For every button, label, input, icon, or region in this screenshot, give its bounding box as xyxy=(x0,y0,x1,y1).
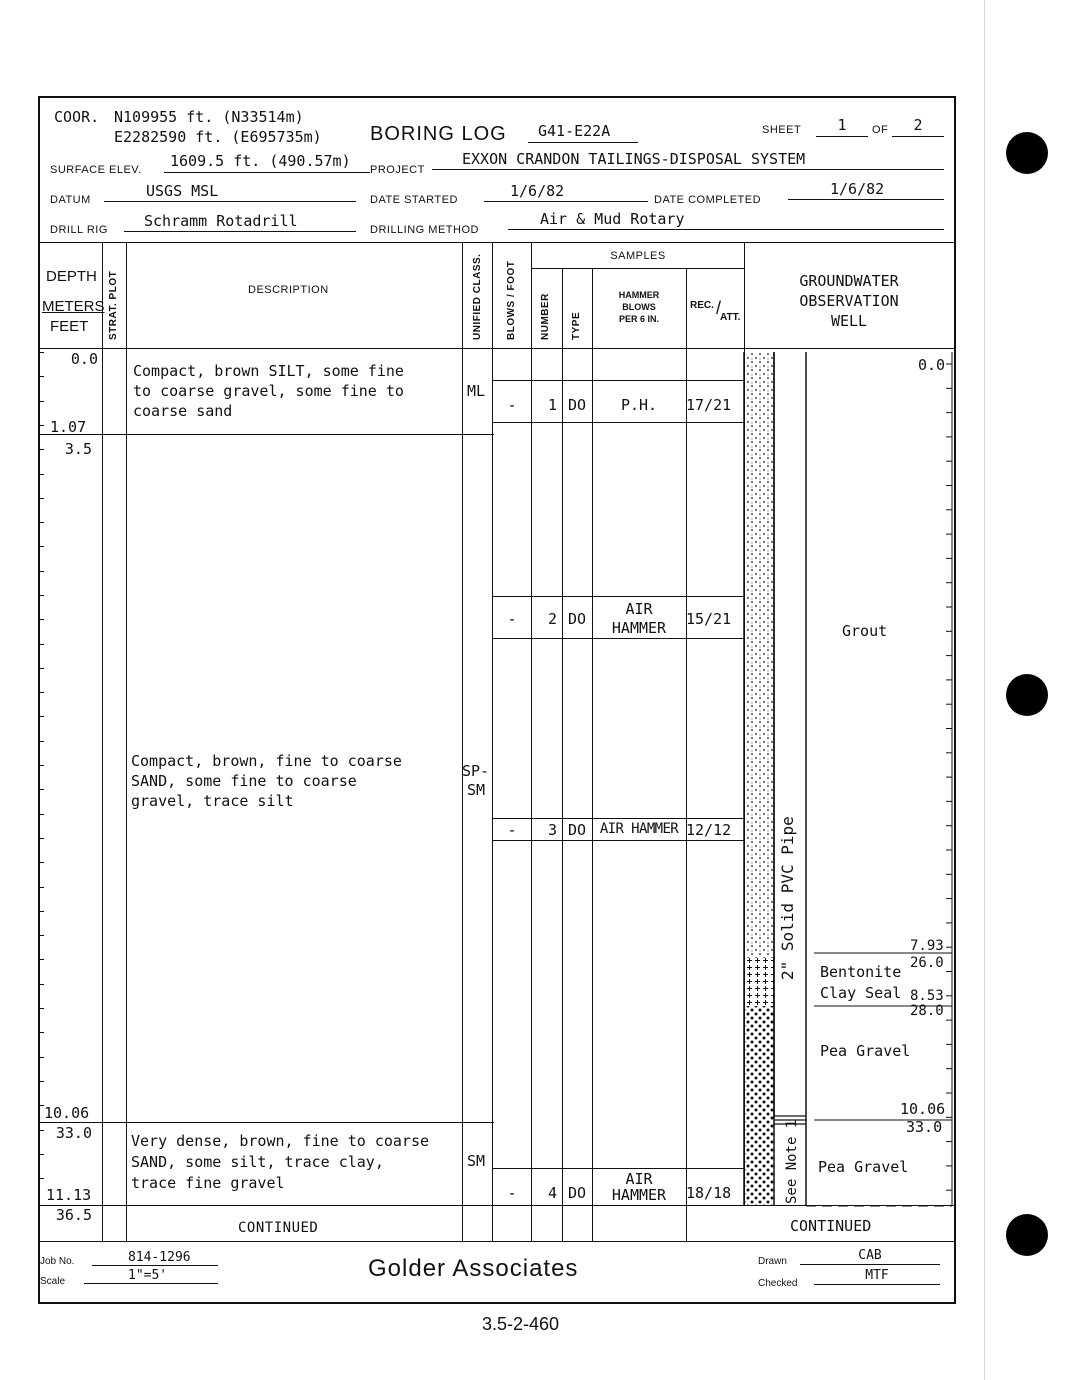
scale-value: 1"=5' xyxy=(84,1268,218,1284)
groundwater-header-2: OBSERVATION xyxy=(799,292,899,310)
col-line-depth xyxy=(102,242,103,1241)
stratum-3-desc-line-2: SAND, some silt, trace clay, xyxy=(131,1153,384,1171)
depth-8-53: 8.53 xyxy=(910,988,944,1004)
drawn-label: Drawn xyxy=(758,1256,787,1267)
sample-3-top xyxy=(492,818,744,819)
binder-hole-bottom xyxy=(1006,1214,1048,1256)
sample-1-type: DO xyxy=(567,396,587,414)
project-name: EXXON CRANDON TAILINGS-DISPOSAL SYSTEM xyxy=(432,150,944,170)
depth-tick xyxy=(38,984,44,985)
coor-north: N109955 ft. (N33514m) xyxy=(114,108,304,126)
depth-tick xyxy=(38,959,44,960)
project-label: PROJECT xyxy=(370,164,425,176)
depth-1-meters: 1.07 xyxy=(50,418,87,436)
form-title: BORING LOG xyxy=(370,123,507,145)
rec-att-slash: / xyxy=(716,298,722,318)
depth-tick xyxy=(38,1057,44,1058)
depth-tick xyxy=(38,1081,44,1082)
pea-gravel-label: Pea Gravel xyxy=(820,1042,911,1060)
type-header: TYPE xyxy=(571,311,582,340)
depth-tick xyxy=(38,789,44,790)
stratum-boundary-2 xyxy=(38,1122,494,1123)
sample-2-hammer-line-1: AIR xyxy=(625,600,653,618)
depth-tick xyxy=(38,1178,44,1179)
drill-rig-label: DRILL RIG xyxy=(50,224,108,236)
sample-4-hammer-line-1: AIR xyxy=(625,1170,653,1188)
depth-tick xyxy=(38,765,44,766)
sample-4-rec: 18/18 xyxy=(686,1184,732,1202)
sample-4-type: DO xyxy=(567,1184,587,1202)
date-completed-label: DATE COMPLETED xyxy=(654,194,762,206)
depth-tick xyxy=(38,862,44,863)
sample-2-bottom xyxy=(492,638,744,639)
sample-1-top xyxy=(492,380,744,381)
sample-1-blows: - xyxy=(507,396,517,414)
depth-tick xyxy=(38,619,44,620)
stratum-3-class: SM xyxy=(467,1152,486,1170)
col-line-class xyxy=(492,242,493,1241)
sample-1-number: 1 xyxy=(547,396,557,414)
depth-tick xyxy=(38,474,44,475)
date-started-label: DATE STARTED xyxy=(370,194,458,206)
unified-class-header: UNIFIED CLASS. xyxy=(472,253,483,340)
scale-label: Scale xyxy=(40,1276,66,1287)
depth-28-0: 28.0 xyxy=(910,1003,944,1019)
depth-tick xyxy=(38,1032,44,1033)
stratum-1-class: ML xyxy=(467,382,486,400)
see-note-label: See Note 1 xyxy=(784,1119,800,1204)
datum-label: DATUM xyxy=(50,194,91,206)
stratum-1-desc-line-1: Compact, brown SILT, some fine xyxy=(133,362,404,380)
sample-3-hammer: AIR HAMMER xyxy=(599,821,679,837)
stratum-2-desc-line-3: gravel, trace silt xyxy=(131,792,294,810)
binder-hole-middle xyxy=(1006,674,1048,716)
depth-10-06: 10.06 xyxy=(900,1100,946,1118)
surface-elev: 1609.5 ft. (490.57m) xyxy=(164,152,370,173)
job-number: 814-1296 xyxy=(92,1250,218,1266)
depth-header: DEPTH xyxy=(46,268,97,285)
meters-header: METERS xyxy=(42,298,105,315)
depth-tick xyxy=(38,644,44,645)
page-edge xyxy=(984,0,985,1380)
checked-by: MTF xyxy=(814,1268,940,1285)
header-divider xyxy=(38,242,954,243)
depth-tick xyxy=(38,498,44,499)
pea-gravel-fill xyxy=(744,1006,774,1206)
depth-tick xyxy=(38,401,44,402)
hammer-header-2: BLOWS xyxy=(622,302,656,312)
page-number: 3.5-2-460 xyxy=(482,1314,560,1334)
boring-end-dashed xyxy=(128,1205,744,1206)
depth-0-feet: 0.0 xyxy=(70,350,98,368)
hammer-header-3: PER 6 IN. xyxy=(618,314,659,324)
sheet-label: SHEET xyxy=(762,124,802,136)
bentonite-seal-fill xyxy=(744,958,774,1006)
stratum-2-class-line-2: SM xyxy=(467,781,486,799)
sample-2-blows: - xyxy=(507,610,517,628)
stratum-3-desc-line-3: trace fine gravel xyxy=(131,1174,285,1192)
well-top-depth: 0.0 xyxy=(918,356,946,374)
depth-tick xyxy=(38,376,44,377)
date-completed: 1/6/82 xyxy=(788,180,944,200)
stratum-3-desc-line-1: Very dense, brown, fine to coarse xyxy=(131,1132,430,1150)
sheet-number: 1 xyxy=(816,116,868,137)
col-line-desc xyxy=(462,242,463,1241)
depth-tick xyxy=(38,571,44,572)
number-header: NUMBER xyxy=(540,293,551,340)
depth-2-meters: 10.06 xyxy=(44,1104,90,1122)
depth-tick xyxy=(38,595,44,596)
depth-33-0: 33.0 xyxy=(906,1118,943,1136)
depth-tick xyxy=(38,887,44,888)
grout-fill xyxy=(744,352,774,958)
boring-id: G41-E22A xyxy=(528,122,638,143)
well-tick-marks xyxy=(946,352,952,1206)
groundwater-header-3: WELL xyxy=(830,312,868,330)
bentonite-label-1: Bentonite xyxy=(820,963,902,981)
binder-hole-top xyxy=(1006,132,1048,174)
pea-gravel-label-2: Pea Gravel xyxy=(818,1158,909,1176)
of-label: OF xyxy=(872,124,889,136)
continued-label-well: CONTINUED xyxy=(790,1217,872,1235)
sample-1-hammer: P.H. xyxy=(620,396,658,414)
sample-4-hammer-line-2: HAMMER xyxy=(611,1186,667,1204)
depth-tick xyxy=(38,814,44,815)
depth-1-feet: 3.5 xyxy=(64,440,92,458)
att-header: ATT. xyxy=(720,312,741,323)
pvc-pipe-label: 2" Solid PVC Pipe xyxy=(778,816,797,980)
sample-3-number: 3 xyxy=(547,821,557,839)
grout-label: Grout xyxy=(842,622,888,640)
sample-4-top xyxy=(492,1168,744,1169)
sample-2-hammer-line-2: HAMMER xyxy=(611,619,667,637)
depth-tick xyxy=(38,692,44,693)
stratum-2-desc-line-2: SAND, some fine to coarse xyxy=(131,772,357,790)
samples-header: SAMPLES xyxy=(610,250,666,262)
bentonite-label-2: Clay Seal xyxy=(820,984,902,1002)
sample-2-number: 2 xyxy=(547,610,557,628)
feet-header: FEET xyxy=(50,318,89,335)
coor-label: COOR. xyxy=(54,108,100,126)
blows-foot-header: BLOWS / FOOT xyxy=(506,260,517,340)
depth-tick xyxy=(38,425,44,426)
depth-tick xyxy=(38,838,44,839)
stratum-1-desc-line-3: coarse sand xyxy=(133,402,233,420)
sample-3-bottom xyxy=(492,840,744,841)
surface-elev-label: SURFACE ELEV. xyxy=(50,164,142,176)
col-line-strat xyxy=(126,242,127,1241)
drilling-method: Air & Mud Rotary xyxy=(508,210,944,230)
well-diagram xyxy=(738,348,960,1208)
coor-east: E2282590 ft. (E695735m) xyxy=(114,128,322,146)
sample-3-blows: - xyxy=(507,821,517,839)
checked-label: Checked xyxy=(758,1278,798,1289)
sample-2-top xyxy=(492,596,744,597)
description-header: DESCRIPTION xyxy=(248,284,329,296)
drilling-method-label: DRILLING METHOD xyxy=(370,224,479,236)
sample-4-number: 4 xyxy=(547,1184,557,1202)
depth-tick xyxy=(38,716,44,717)
depth-2-feet: 33.0 xyxy=(55,1124,92,1142)
depth-tick xyxy=(38,935,44,936)
sample-1-rec: 17/21 xyxy=(686,396,732,414)
footer-divider xyxy=(38,1241,954,1242)
sample-2-rec: 15/21 xyxy=(686,610,732,628)
depth-tick xyxy=(38,546,44,547)
samples-divider xyxy=(531,268,745,269)
depth-tick xyxy=(38,911,44,912)
date-started: 1/6/82 xyxy=(484,182,648,202)
drill-rig: Schramm Rotadrill xyxy=(124,212,356,232)
col-line-blows xyxy=(531,242,532,1241)
company-name: Golder Associates xyxy=(368,1255,579,1282)
depth-3-meters: 11.13 xyxy=(46,1186,92,1204)
job-no-label: Job No. xyxy=(40,1256,75,1267)
sample-2-type: DO xyxy=(567,610,587,628)
depth-tick xyxy=(38,522,44,523)
depth-tick xyxy=(38,668,44,669)
depth-tick xyxy=(38,1154,44,1155)
stratum-1-desc-line-2: to coarse gravel, some fine to xyxy=(133,382,404,400)
stratum-2-class-line-1: SP- xyxy=(462,762,490,780)
depth-7-93: 7.93 xyxy=(910,938,944,954)
strat-plot-header: STRAT. PLOT xyxy=(108,270,119,340)
datum-value: USGS MSL xyxy=(104,182,356,202)
sample-3-type: DO xyxy=(567,821,587,839)
sample-3-rec: 12/12 xyxy=(686,821,732,839)
rec-header: REC. xyxy=(690,300,714,311)
stratum-2-desc-line-1: Compact, brown, fine to coarse xyxy=(131,752,402,770)
hammer-header-1: HAMMER xyxy=(618,290,660,300)
groundwater-header-1: GROUNDWATER xyxy=(799,272,899,290)
sheet-total: 2 xyxy=(892,116,944,137)
drawn-by: CAB xyxy=(800,1248,940,1265)
sample-4-blows: - xyxy=(507,1184,517,1202)
depth-tick xyxy=(38,1008,44,1009)
depth-26-0: 26.0 xyxy=(910,955,944,971)
depth-3-feet: 36.5 xyxy=(55,1206,92,1224)
depth-tick xyxy=(38,741,44,742)
sample-1-bottom xyxy=(492,422,744,423)
stratum-boundary-1 xyxy=(38,434,494,435)
continued-label-log: CONTINUED xyxy=(238,1220,319,1236)
